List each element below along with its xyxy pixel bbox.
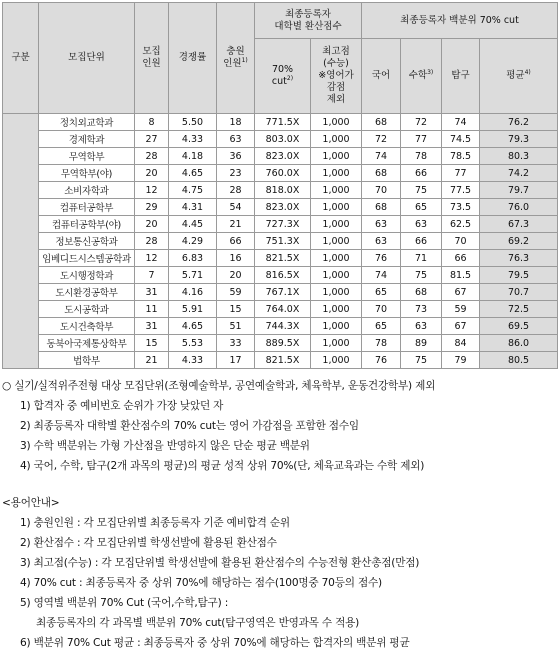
inquiry-cell: 74 bbox=[442, 114, 480, 131]
inquiry-cell: 77 bbox=[442, 165, 480, 182]
max-cell: 1,000 bbox=[311, 216, 362, 233]
competition-cell: 4.31 bbox=[169, 199, 217, 216]
inquiry-cell: 79 bbox=[442, 352, 480, 369]
quota-cell: 11 bbox=[135, 301, 169, 318]
math-cell: 63 bbox=[401, 318, 442, 335]
korean-cell: 70 bbox=[362, 301, 401, 318]
max-cell: 1,000 bbox=[311, 114, 362, 131]
inquiry-cell: 67 bbox=[442, 318, 480, 335]
header-average: 평균$^{4)}$ bbox=[480, 39, 558, 114]
header-korean: 국어 bbox=[362, 39, 401, 114]
unit-cell: 도시환경공학부 bbox=[39, 284, 135, 301]
average-cell: 79.5 bbox=[480, 267, 558, 284]
competition-cell: 4.65 bbox=[169, 165, 217, 182]
unit-cell: 무역학부 bbox=[39, 148, 135, 165]
average-cell: 69.5 bbox=[480, 318, 558, 335]
table-row bbox=[3, 301, 558, 318]
table-row bbox=[3, 267, 558, 284]
cut-cell: 823.0X bbox=[255, 148, 311, 165]
header-unit: 모집단위 bbox=[39, 3, 135, 114]
inquiry-cell: 74.5 bbox=[442, 131, 480, 148]
average-cell: 76.0 bbox=[480, 199, 558, 216]
quota-cell: 31 bbox=[135, 318, 169, 335]
korean-cell: 68 bbox=[362, 165, 401, 182]
header-cut70: 70% cut$^{2)}$ bbox=[255, 39, 311, 114]
glossary-section bbox=[0, 493, 559, 653]
competition-cell: 4.16 bbox=[169, 284, 217, 301]
glossary-item: 4) 70% cut : 최종등록자 중 상위 70%에 해당하는 점수(100명중 70등의 점수) bbox=[20, 577, 382, 589]
competition-cell: 5.50 bbox=[169, 114, 217, 131]
korean-cell: 74 bbox=[362, 267, 401, 284]
unit-cell: 도시건축학부 bbox=[39, 318, 135, 335]
average-cell: 86.0 bbox=[480, 335, 558, 352]
note-item: 1) 합격자 중 예비번호 순위가 가장 낮았던 자 bbox=[20, 400, 224, 412]
table-row bbox=[3, 284, 558, 301]
max-cell: 1,000 bbox=[311, 267, 362, 284]
unit-cell: 경제학과 bbox=[39, 131, 135, 148]
average-cell: 80.3 bbox=[480, 148, 558, 165]
glossary-item: 최종등록자의 각 과목별 백분위 70% cut(탐구영역은 반영과목 수 적용) bbox=[36, 617, 360, 629]
inquiry-cell: 78.5 bbox=[442, 148, 480, 165]
cut-cell: 767.1X bbox=[255, 284, 311, 301]
unit-cell: 컴퓨터공학부 bbox=[39, 199, 135, 216]
average-cell: 74.2 bbox=[480, 165, 558, 182]
unit-cell: 컴퓨터공학부(야) bbox=[39, 216, 135, 233]
inquiry-cell: 84 bbox=[442, 335, 480, 352]
math-cell: 75 bbox=[401, 182, 442, 199]
korean-cell: 78 bbox=[362, 335, 401, 352]
glossary-title: <용어안내> bbox=[2, 497, 60, 509]
korean-cell: 63 bbox=[362, 216, 401, 233]
math-cell: 78 bbox=[401, 148, 442, 165]
math-cell: 65 bbox=[401, 199, 442, 216]
max-cell: 1,000 bbox=[311, 301, 362, 318]
extra-cell: 54 bbox=[217, 199, 255, 216]
korean-cell: 70 bbox=[362, 182, 401, 199]
group-cell bbox=[3, 114, 39, 369]
quota-cell: 7 bbox=[135, 267, 169, 284]
extra-cell: 66 bbox=[217, 233, 255, 250]
quota-cell: 12 bbox=[135, 250, 169, 267]
competition-cell: 5.71 bbox=[169, 267, 217, 284]
quota-cell: 28 bbox=[135, 148, 169, 165]
quota-cell: 27 bbox=[135, 131, 169, 148]
unit-cell: 도시행정학과 bbox=[39, 267, 135, 284]
competition-cell: 4.18 bbox=[169, 148, 217, 165]
quota-cell: 8 bbox=[135, 114, 169, 131]
extra-cell: 63 bbox=[217, 131, 255, 148]
math-cell: 63 bbox=[401, 216, 442, 233]
quota-cell: 20 bbox=[135, 165, 169, 182]
unit-cell: 무역학부(야) bbox=[39, 165, 135, 182]
inquiry-cell: 66 bbox=[442, 250, 480, 267]
average-cell: 80.5 bbox=[480, 352, 558, 369]
unit-cell: 동북아국제통상학부 bbox=[39, 335, 135, 352]
korean-cell: 65 bbox=[362, 284, 401, 301]
math-cell: 73 bbox=[401, 301, 442, 318]
cut-cell: 821.5X bbox=[255, 352, 311, 369]
header-inquiry: 탐구 bbox=[442, 39, 480, 114]
competition-cell: 4.65 bbox=[169, 318, 217, 335]
glossary-item: 3) 최고점(수능) : 각 모집단위별 학생선발에 활용된 환산점수의 수능전형 환산총점(만점) bbox=[20, 557, 420, 569]
average-cell: 69.2 bbox=[480, 233, 558, 250]
admission-results-table bbox=[2, 2, 558, 369]
extra-cell: 51 bbox=[217, 318, 255, 335]
table-row bbox=[3, 182, 558, 199]
unit-cell: 도시공학과 bbox=[39, 301, 135, 318]
average-cell: 67.3 bbox=[480, 216, 558, 233]
glossary-item: 6) 백분위 70% Cut 평균 : 최종등록자 중 상위 70%에 해당하는 합격자의 백분위 평균 bbox=[20, 637, 410, 649]
competition-cell: 6.83 bbox=[169, 250, 217, 267]
cut-cell: 823.0X bbox=[255, 199, 311, 216]
max-cell: 1,000 bbox=[311, 318, 362, 335]
cut-cell: 889.5X bbox=[255, 335, 311, 352]
extra-cell: 36 bbox=[217, 148, 255, 165]
inquiry-cell: 70 bbox=[442, 233, 480, 250]
table-row bbox=[3, 318, 558, 335]
cut-cell: 744.3X bbox=[255, 318, 311, 335]
table-row bbox=[3, 216, 558, 233]
header-max: 최고점 (수능) ※영어가 감점 제외 bbox=[311, 39, 362, 114]
inquiry-cell: 67 bbox=[442, 284, 480, 301]
korean-cell: 76 bbox=[362, 352, 401, 369]
average-cell: 76.2 bbox=[480, 114, 558, 131]
cut-cell: 764.0X bbox=[255, 301, 311, 318]
korean-cell: 65 bbox=[362, 318, 401, 335]
quota-cell: 31 bbox=[135, 284, 169, 301]
table-row bbox=[3, 233, 558, 250]
table-row bbox=[3, 335, 558, 352]
table-header bbox=[3, 3, 558, 114]
math-cell: 89 bbox=[401, 335, 442, 352]
max-cell: 1,000 bbox=[311, 148, 362, 165]
cut-cell: 727.3X bbox=[255, 216, 311, 233]
note-item: 4) 국어, 수학, 탐구(2개 과목의 평균)의 평균 성적 상위 70%(단, 체육교육과는 수학 제외) bbox=[20, 460, 425, 472]
competition-cell: 4.33 bbox=[169, 352, 217, 369]
math-cell: 68 bbox=[401, 284, 442, 301]
competition-cell: 5.53 bbox=[169, 335, 217, 352]
table-row bbox=[3, 165, 558, 182]
note-item: 2) 최종등록자 대학별 환산점수의 70% cut는 영어 가감점을 포함한 점수임 bbox=[20, 420, 359, 432]
unit-cell: 임베디드시스템공학과 bbox=[39, 250, 135, 267]
max-cell: 1,000 bbox=[311, 335, 362, 352]
competition-cell: 5.91 bbox=[169, 301, 217, 318]
header-quota: 모집 인원 bbox=[135, 3, 169, 114]
math-cell: 75 bbox=[401, 267, 442, 284]
max-cell: 1,000 bbox=[311, 182, 362, 199]
max-cell: 1,000 bbox=[311, 284, 362, 301]
average-cell: 79.3 bbox=[480, 131, 558, 148]
unit-cell: 법학부 bbox=[39, 352, 135, 369]
extra-cell: 18 bbox=[217, 114, 255, 131]
korean-cell: 72 bbox=[362, 131, 401, 148]
math-cell: 66 bbox=[401, 165, 442, 182]
max-cell: 1,000 bbox=[311, 250, 362, 267]
inquiry-cell: 62.5 bbox=[442, 216, 480, 233]
korean-cell: 68 bbox=[362, 114, 401, 131]
extra-cell: 23 bbox=[217, 165, 255, 182]
quota-cell: 28 bbox=[135, 233, 169, 250]
extra-cell: 59 bbox=[217, 284, 255, 301]
inquiry-cell: 81.5 bbox=[442, 267, 480, 284]
header-competition: 경쟁률 bbox=[169, 3, 217, 114]
extra-cell: 15 bbox=[217, 301, 255, 318]
cut-cell: 818.0X bbox=[255, 182, 311, 199]
cut-cell: 760.0X bbox=[255, 165, 311, 182]
average-cell: 70.7 bbox=[480, 284, 558, 301]
korean-cell: 68 bbox=[362, 199, 401, 216]
average-cell: 76.3 bbox=[480, 250, 558, 267]
math-cell: 77 bbox=[401, 131, 442, 148]
cut-cell: 821.5X bbox=[255, 250, 311, 267]
quota-cell: 21 bbox=[135, 352, 169, 369]
extra-cell: 17 bbox=[217, 352, 255, 369]
competition-cell: 4.45 bbox=[169, 216, 217, 233]
max-cell: 1,000 bbox=[311, 352, 362, 369]
table-row bbox=[3, 250, 558, 267]
extra-cell: 21 bbox=[217, 216, 255, 233]
extra-cell: 16 bbox=[217, 250, 255, 267]
unit-cell: 소비자학과 bbox=[39, 182, 135, 199]
average-cell: 72.5 bbox=[480, 301, 558, 318]
header-group: 구분 bbox=[3, 3, 39, 114]
quota-cell: 12 bbox=[135, 182, 169, 199]
table-row bbox=[3, 352, 558, 369]
max-cell: 1,000 bbox=[311, 131, 362, 148]
unit-cell: 정보통신공학과 bbox=[39, 233, 135, 250]
cut-cell: 816.5X bbox=[255, 267, 311, 284]
inquiry-cell: 77.5 bbox=[442, 182, 480, 199]
competition-cell: 4.29 bbox=[169, 233, 217, 250]
table-row bbox=[3, 131, 558, 148]
table-body bbox=[3, 114, 558, 369]
header-percentile-group: 최종등록자 백분위 70% cut bbox=[362, 3, 558, 39]
table-row bbox=[3, 148, 558, 165]
korean-cell: 74 bbox=[362, 148, 401, 165]
cut-cell: 771.5X bbox=[255, 114, 311, 131]
math-cell: 72 bbox=[401, 114, 442, 131]
extra-cell: 28 bbox=[217, 182, 255, 199]
max-cell: 1,000 bbox=[311, 199, 362, 216]
header-extra: 충원 인원$^{1)}$ bbox=[217, 3, 255, 114]
extra-cell: 33 bbox=[217, 335, 255, 352]
average-cell: 79.7 bbox=[480, 182, 558, 199]
cut-cell: 803.0X bbox=[255, 131, 311, 148]
competition-cell: 4.33 bbox=[169, 131, 217, 148]
extra-cell: 20 bbox=[217, 267, 255, 284]
max-cell: 1,000 bbox=[311, 165, 362, 182]
quota-cell: 20 bbox=[135, 216, 169, 233]
table-row bbox=[3, 199, 558, 216]
inquiry-cell: 73.5 bbox=[442, 199, 480, 216]
cut-cell: 751.3X bbox=[255, 233, 311, 250]
table-row bbox=[3, 114, 558, 131]
math-cell: 66 bbox=[401, 233, 442, 250]
glossary-item: 2) 환산점수 : 각 모집단위별 학생선발에 활용된 환산점수 bbox=[20, 537, 277, 549]
quota-cell: 15 bbox=[135, 335, 169, 352]
math-cell: 71 bbox=[401, 250, 442, 267]
unit-cell: 정치외교학과 bbox=[39, 114, 135, 131]
korean-cell: 76 bbox=[362, 250, 401, 267]
max-cell: 1,000 bbox=[311, 233, 362, 250]
glossary-item: 5) 영역별 백분위 70% Cut (국어,수학,탐구) : bbox=[20, 597, 229, 609]
inquiry-cell: 59 bbox=[442, 301, 480, 318]
korean-cell: 63 bbox=[362, 233, 401, 250]
quota-cell: 29 bbox=[135, 199, 169, 216]
header-math: 수학$^{3)}$ bbox=[401, 39, 442, 114]
header-final-score-group: 최종등록자 대학별 환산점수 bbox=[255, 3, 362, 39]
note-main: ○ 실기/실적위주전형 대상 모집단위(조형예술학부, 공연예술학과, 체육학부, 운동건강학부) 제외 bbox=[2, 380, 436, 392]
note-item: 3) 수학 백분위는 가형 가산점을 반영하지 않은 단순 평균 백분위 bbox=[20, 440, 310, 452]
math-cell: 75 bbox=[401, 352, 442, 369]
competition-cell: 4.75 bbox=[169, 182, 217, 199]
notes-section bbox=[0, 376, 559, 476]
glossary-item: 1) 충원인원 : 각 모집단위별 최종등록자 기준 예비합격 순위 bbox=[20, 517, 290, 529]
